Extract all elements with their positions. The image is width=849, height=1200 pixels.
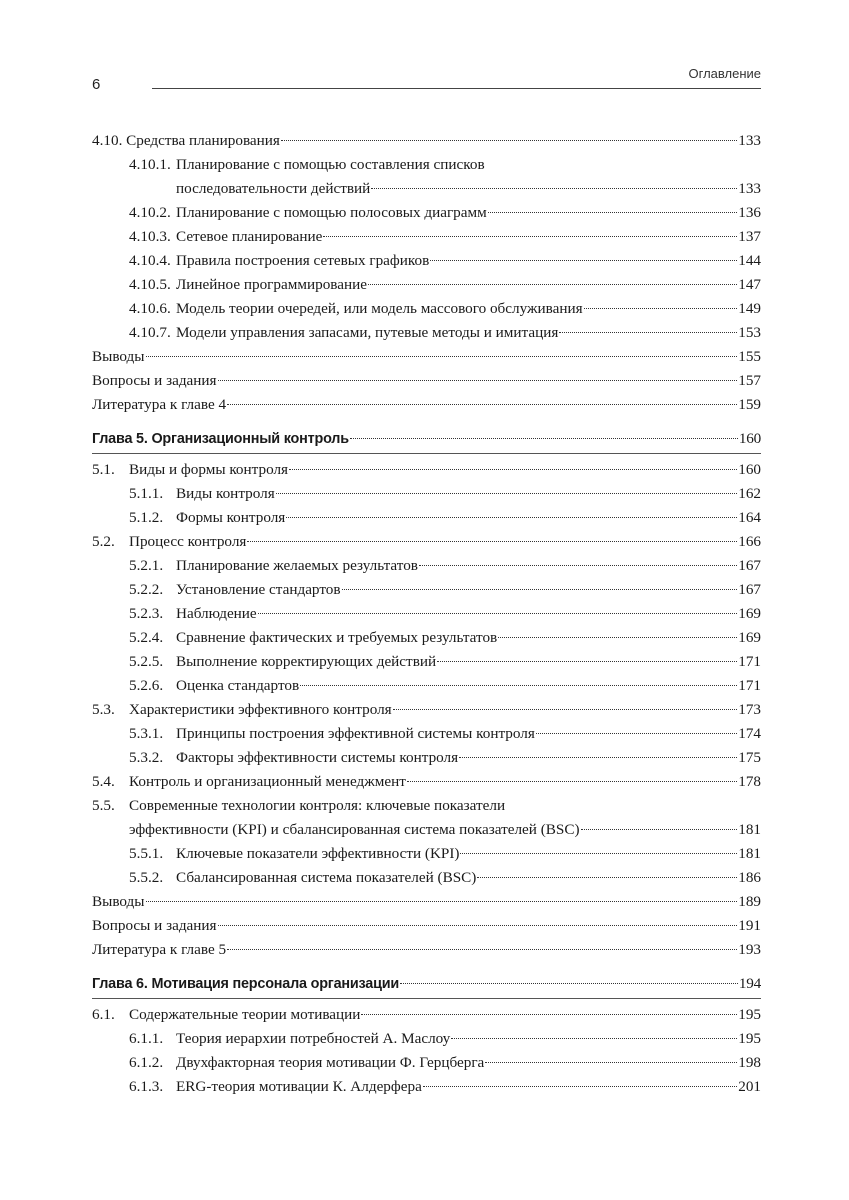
running-head: Оглавление — [688, 66, 761, 81]
entry-page-number: 157 — [738, 372, 761, 389]
entry-page-number: 178 — [738, 773, 761, 790]
toc-entry[interactable] — [92, 722, 761, 746]
entry-page-number: 186 — [738, 869, 761, 886]
dot-leader — [276, 492, 738, 494]
dot-leader — [419, 564, 737, 566]
entry-text-column — [176, 482, 761, 506]
toc-entry[interactable] — [92, 225, 761, 249]
toc-entry[interactable] — [92, 1003, 761, 1027]
entry-text-column — [176, 722, 761, 746]
entry-title: Виды контроля — [176, 485, 275, 502]
dot-leader — [289, 468, 737, 470]
entry-page-number: 136 — [738, 204, 761, 221]
entry-page-number: 201 — [738, 1078, 761, 1095]
dot-leader — [342, 588, 738, 590]
entry-page-number: 159 — [738, 396, 761, 413]
toc-entry[interactable] — [92, 554, 761, 578]
entry-text-column — [176, 1075, 761, 1099]
entry-text-column — [176, 201, 761, 225]
entry-title: Сетевое планирование — [176, 228, 323, 245]
entry-text-column — [92, 890, 761, 914]
entry-text-column — [176, 650, 761, 674]
entry-text-column — [129, 1003, 761, 1027]
entry-title: Планирование с помощью полосовых диаграмм — [176, 204, 487, 221]
toc-entry[interactable] — [92, 482, 761, 506]
entry-text-column — [176, 153, 761, 201]
entry-text-column — [176, 578, 761, 602]
entry-page-number: 169 — [738, 605, 761, 622]
entry-page-number: 169 — [738, 629, 761, 646]
entry-text-column — [176, 225, 761, 249]
toc-entry[interactable] — [92, 129, 761, 153]
header-rule — [152, 88, 761, 89]
entry-text-column — [129, 794, 761, 842]
page-number: 6 — [92, 76, 101, 93]
toc-entry[interactable] — [92, 1075, 761, 1099]
entry-title: Наблюдение — [176, 605, 257, 622]
entry-title: Выполнение корректирующих действий — [176, 653, 437, 670]
entry-number: 5.5.2. — [129, 869, 164, 886]
entry-title: Модели управления запасами, путевые методы и имитация — [176, 324, 559, 341]
entry-page-number: 198 — [738, 1054, 761, 1071]
dot-leader — [361, 1013, 737, 1015]
entry-title: Литература к главе 4 — [92, 396, 227, 413]
entry-page-number: 175 — [738, 749, 761, 766]
entry-text-column — [176, 297, 761, 321]
dot-leader — [393, 708, 738, 710]
entry-title: Процесс контроля — [129, 533, 247, 550]
entry-number: 5.1.2. — [129, 509, 164, 526]
entry-text-column — [176, 506, 761, 530]
entry-number: 5.2.5. — [129, 653, 164, 670]
entry-title: Формы контроля — [176, 509, 286, 526]
entry-text-column — [176, 842, 761, 866]
dot-leader — [459, 756, 737, 758]
entry-text-column — [176, 866, 761, 890]
entry-text-column — [92, 345, 761, 369]
entry-number: 5.2.3. — [129, 605, 164, 622]
entry-page-number: 171 — [738, 677, 761, 694]
entry-title: Глава 6. Мотивация персонала организации — [92, 976, 400, 992]
entry-page-number: 195 — [738, 1006, 761, 1023]
entry-number: 5.5. — [92, 797, 115, 814]
entry-title: Выводы — [92, 348, 145, 365]
toc-entry[interactable] — [92, 297, 761, 321]
entry-text-column — [129, 698, 761, 722]
entry-page-number: 133 — [738, 132, 761, 149]
entry-number: 4.10.5. — [129, 276, 171, 293]
entry-number: 5.3. — [92, 701, 115, 718]
entry-page-number: 193 — [738, 941, 761, 958]
dot-leader — [350, 437, 738, 439]
section-gap — [92, 962, 761, 972]
entry-page-number: 174 — [738, 725, 761, 742]
dot-leader — [218, 924, 738, 926]
dot-leader — [371, 187, 737, 189]
toc-entry[interactable] — [92, 746, 761, 770]
dot-leader — [227, 403, 737, 405]
entry-title: Теория иерархии потребностей А. Маслоу — [176, 1030, 451, 1047]
entry-page-number: 149 — [738, 300, 761, 317]
entry-title: Линейное программирование — [176, 276, 367, 293]
toc-entry[interactable] — [92, 674, 761, 698]
toc-entry[interactable] — [92, 890, 761, 914]
dot-leader — [581, 828, 738, 830]
entry-page-number: 181 — [738, 845, 761, 862]
entry-page-number: 171 — [738, 653, 761, 670]
dot-leader — [584, 307, 738, 309]
entry-page-number: 167 — [738, 557, 761, 574]
entry-title: Характеристики эффективного контроля — [129, 701, 392, 718]
entry-text-column — [176, 674, 761, 698]
entry-page-number: 147 — [738, 276, 761, 293]
entry-text-column — [92, 914, 761, 938]
toc-entry[interactable] — [92, 201, 761, 225]
entry-number: 5.1.1. — [129, 485, 164, 502]
entry-text-column — [92, 938, 761, 962]
toc-entry[interactable] — [92, 153, 761, 201]
entry-number: 5.3.2. — [129, 749, 164, 766]
entry-page-number: 155 — [738, 348, 761, 365]
entry-title: Выводы — [92, 893, 145, 910]
entry-number: 4.10.2. — [129, 204, 171, 221]
entry-title: Контроль и организационный менеджмент — [129, 773, 406, 790]
entry-page-number: 194 — [738, 975, 761, 992]
entry-number: 5.3.1. — [129, 725, 164, 742]
entry-page-number: 195 — [738, 1030, 761, 1047]
entry-title: эффективности (KPI) и сбалансированная система показателей (BSC) — [129, 821, 580, 838]
entry-page-number: 167 — [738, 581, 761, 598]
toc-entry[interactable] — [92, 770, 761, 794]
entry-page-number: 133 — [738, 180, 761, 197]
toc-entry[interactable] — [92, 530, 761, 554]
entry-title: Литература к главе 5 — [92, 941, 227, 958]
entry-text-column — [176, 626, 761, 650]
dot-leader — [247, 540, 737, 542]
entry-number: 4.10.3. — [129, 228, 171, 245]
entry-text-column — [92, 369, 761, 393]
entry-number: 6.1. — [92, 1006, 115, 1023]
entry-text-column — [176, 249, 761, 273]
entry-text-column — [129, 458, 761, 482]
dot-leader — [407, 780, 737, 782]
entry-text-column — [92, 129, 761, 153]
entry-title: Установление стандартов — [176, 581, 341, 598]
dot-leader — [488, 211, 737, 213]
dot-leader — [146, 355, 738, 357]
dot-leader — [218, 379, 738, 381]
toc-entry[interactable] — [92, 273, 761, 297]
dot-leader — [368, 283, 737, 285]
toc-chapter-entry[interactable] — [92, 427, 761, 451]
dot-leader — [485, 1061, 737, 1063]
entry-text-column — [176, 554, 761, 578]
dot-leader — [146, 900, 738, 902]
toc-entry[interactable] — [92, 458, 761, 482]
entry-title: Сравнение фактических и требуемых результатов — [176, 629, 498, 646]
dot-leader — [460, 852, 737, 854]
entry-title: Сбалансированная система показателей (BSC) — [176, 869, 477, 886]
dot-leader — [258, 612, 738, 614]
dot-leader — [559, 331, 737, 333]
entry-page-number: 173 — [738, 701, 761, 718]
entry-title: Факторы эффективности системы контроля — [176, 749, 459, 766]
entry-number: 4.10.6. — [129, 300, 171, 317]
entry-page-number: 160 — [738, 461, 761, 478]
entry-title: Виды и формы контроля — [129, 461, 289, 478]
entry-title: Двухфакторная теория мотивации Ф. Герцберга — [176, 1054, 485, 1071]
entry-text-column — [129, 770, 761, 794]
entry-page-number: 153 — [738, 324, 761, 341]
toc-entry[interactable] — [92, 369, 761, 393]
entry-text-column — [176, 321, 761, 345]
entry-page-number: 189 — [738, 893, 761, 910]
toc-entry[interactable] — [92, 506, 761, 530]
entry-page-number: 191 — [738, 917, 761, 934]
dot-leader — [423, 1085, 737, 1087]
entry-number: 6.1.3. — [129, 1078, 164, 1095]
entry-title: Вопросы и задания — [92, 372, 217, 389]
dot-leader — [437, 660, 737, 662]
entry-number: 4.10.4. — [129, 252, 171, 269]
entry-title-line: Современные технологии контроля: ключевые показатели — [129, 797, 506, 814]
entry-number: 5.5.1. — [129, 845, 164, 862]
toc-entry[interactable] — [92, 249, 761, 273]
toc-entry[interactable] — [92, 698, 761, 722]
dot-leader — [451, 1037, 737, 1039]
dot-leader — [286, 516, 737, 518]
entry-number: 5.4. — [92, 773, 115, 790]
toc-entry[interactable] — [92, 1051, 761, 1075]
entry-page-number: 137 — [738, 228, 761, 245]
toc-entry[interactable] — [92, 794, 761, 842]
entry-text-column — [176, 273, 761, 297]
toc-entry[interactable] — [92, 914, 761, 938]
entry-title: Ключевые показатели эффективности (KPI) — [176, 845, 460, 862]
entry-title: 4.10. Средства планирования — [92, 132, 280, 149]
entry-page-number: 181 — [738, 821, 761, 838]
entry-text-column — [176, 1051, 761, 1075]
toc-entry[interactable] — [92, 938, 761, 962]
dot-leader — [323, 235, 737, 237]
dot-leader — [536, 732, 737, 734]
chapter-divider — [92, 453, 761, 454]
toc-chapter-entry[interactable] — [92, 972, 761, 996]
dot-leader — [400, 982, 738, 984]
entry-number: 5.2.1. — [129, 557, 164, 574]
entry-title: ERG-теория мотивации К. Алдерфера — [176, 1078, 422, 1095]
entry-title-line: Планирование с помощью составления списков — [176, 156, 485, 173]
entry-title: Глава 5. Организационный контроль — [92, 431, 349, 447]
entry-number: 4.10.1. — [129, 156, 171, 173]
entry-text-column — [129, 530, 761, 554]
entry-title: Правила построения сетевых графиков — [176, 252, 430, 269]
toc-entry[interactable] — [92, 1027, 761, 1051]
toc-entry[interactable] — [92, 626, 761, 650]
entry-text-column — [176, 746, 761, 770]
dot-leader — [281, 139, 737, 141]
entry-number: 5.1. — [92, 461, 115, 478]
entry-title: Вопросы и задания — [92, 917, 217, 934]
toc-entry[interactable] — [92, 345, 761, 369]
toc-entry[interactable] — [92, 578, 761, 602]
entry-title: Содержательные теории мотивации — [129, 1006, 361, 1023]
toc-entry[interactable] — [92, 866, 761, 890]
entry-text-column — [176, 602, 761, 626]
entry-number: 5.2.2. — [129, 581, 164, 598]
dot-leader — [477, 876, 737, 878]
entry-number: 5.2. — [92, 533, 115, 550]
entry-page-number: 160 — [738, 430, 761, 447]
entry-number: 5.2.6. — [129, 677, 164, 694]
dot-leader — [227, 948, 737, 950]
entry-title: последовательности действий — [176, 180, 371, 197]
entry-number: 6.1.2. — [129, 1054, 164, 1071]
entry-number: 6.1.1. — [129, 1030, 164, 1047]
entry-text-column — [92, 972, 761, 996]
toc-entry[interactable] — [92, 602, 761, 626]
entry-title: Планирование желаемых результатов — [176, 557, 418, 574]
entry-text-column — [176, 1027, 761, 1051]
entry-page-number: 166 — [738, 533, 761, 550]
entry-title: Оценка стандартов — [176, 677, 300, 694]
entry-page-number: 144 — [738, 252, 761, 269]
entry-page-number: 162 — [738, 485, 761, 502]
dot-leader — [498, 636, 737, 638]
entry-page-number: 164 — [738, 509, 761, 526]
entry-title: Принципы построения эффективной системы контроля — [176, 725, 535, 742]
dot-leader — [300, 684, 737, 686]
entry-number: 4.10.7. — [129, 324, 171, 341]
toc-entry[interactable] — [92, 393, 761, 417]
chapter-divider — [92, 998, 761, 999]
entry-number: 5.2.4. — [129, 629, 164, 646]
toc-entry[interactable] — [92, 321, 761, 345]
entry-title: Модель теории очередей, или модель массового обслуживания — [176, 300, 583, 317]
dot-leader — [430, 259, 737, 261]
table-of-contents — [92, 129, 761, 1099]
toc-entry[interactable] — [92, 842, 761, 866]
entry-text-column — [92, 427, 761, 451]
entry-text-column — [92, 393, 761, 417]
section-gap — [92, 417, 761, 427]
toc-entry[interactable] — [92, 650, 761, 674]
